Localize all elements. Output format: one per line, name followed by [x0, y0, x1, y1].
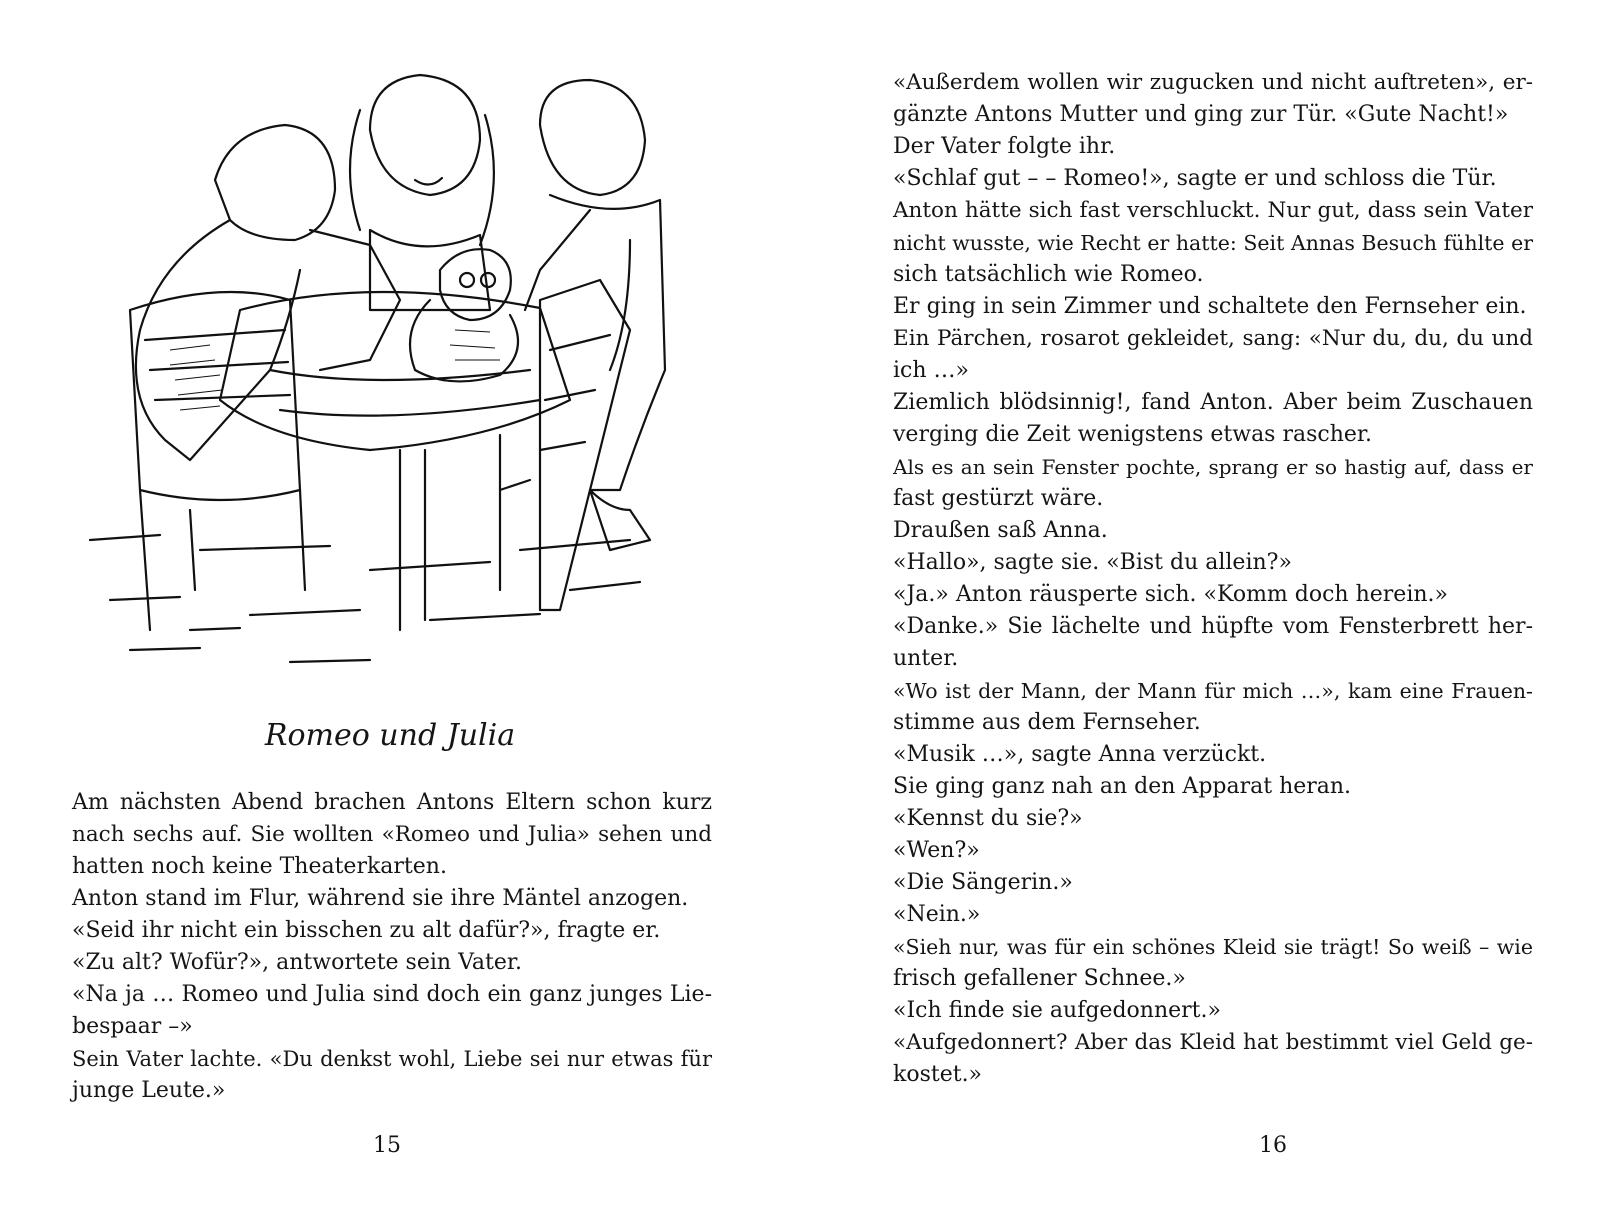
text-line: Er ging in sein Zimmer und schaltete den Fernseher ein. [893, 294, 1527, 319]
text-line: «Außerdem wollen wir zugucken und nicht auftreten», er- [893, 70, 1533, 95]
right-page [800, 0, 1600, 1216]
text-line: «Aufgedonnert? Aber das Kleid hat bestimmt viel Geld ge- [893, 1030, 1533, 1055]
text-line: Draußen saß Anna. [893, 518, 1108, 543]
text-line: «Hallo», sagte sie. «Bist du allein?» [893, 550, 1292, 575]
text-line: «Zu alt? Wofür?», antwortete sein Vater. [72, 950, 523, 975]
text-line: Sein Vater lachte. «Du denkst wohl, Liebe sei nur etwas für [72, 1047, 712, 1071]
text-line: unter. [893, 646, 959, 671]
text-line: fast gestürzt wäre. [893, 486, 1104, 511]
text-line: frisch gefallener Schnee.» [893, 966, 1186, 991]
text-line: Ziemlich blödsinnig!, fand Anton. Aber beim Zuschauen [893, 390, 1533, 415]
dinner-table-illustration [70, 70, 670, 670]
text-line: «Seid ihr nicht ein bisschen zu alt dafür?», fragte er. [72, 918, 661, 943]
text-line: «Die Sängerin.» [893, 870, 1073, 895]
text-line: «Na ja … Romeo und Julia sind doch ein ganz junges Lie- [72, 982, 712, 1007]
text-line: Anton hätte sich fast verschluckt. Nur gut, dass sein Vater [893, 198, 1533, 223]
text-line: Am nächsten Abend brachen Antons Eltern schon kurz [72, 790, 712, 815]
page-number: 15 [373, 1133, 401, 1158]
text-line: «Wen?» [893, 838, 980, 863]
text-line: Ein Pärchen, rosarot gekleidet, sang: «Nur du, du, du und [893, 326, 1533, 351]
text-line: bespaar –» [72, 1014, 193, 1039]
chapter-title: Romeo und Julia [264, 718, 516, 753]
text-line: ich …» [893, 358, 969, 383]
text-line: Der Vater folgte ihr. [893, 134, 1116, 159]
right-body-text [893, 67, 1533, 1091]
text-line: nach sechs auf. Sie wollten «Romeo und Julia» sehen und [72, 822, 712, 847]
text-line: gänzte Antons Mutter und ging zur Tür. «Gute Nacht!» [893, 102, 1509, 127]
text-line: «Sieh nur, was für ein schönes Kleid sie trägt! So weiß – wie [893, 935, 1533, 959]
text-line: «Nein.» [893, 902, 981, 927]
text-line: junge Leute.» [72, 1078, 226, 1103]
text-line: «Kennst du sie?» [893, 806, 1083, 831]
text-line: Anton stand im Flur, während sie ihre Mäntel anzogen. [72, 886, 689, 911]
text-line: nicht wusste, wie Recht er hatte: Seit Annas Besuch fühlte er [893, 231, 1533, 255]
text-line: Sie ging ganz nah an den Apparat heran. [893, 774, 1352, 799]
text-line: hatten noch keine Theaterkarten. [72, 854, 447, 879]
text-line: «Danke.» Sie lächelte und hüpfte vom Fensterbrett her- [893, 614, 1533, 639]
text-line: sich tatsächlich wie Romeo. [893, 262, 1204, 287]
text-line: «Wo ist der Mann, der Mann für mich …», kam eine Frauen- [893, 679, 1533, 703]
text-line: Als es an sein Fenster pochte, sprang er so hastig auf, dass er [893, 455, 1533, 479]
page-number: 16 [1259, 1133, 1287, 1158]
left-body-text [72, 787, 712, 1107]
text-line: «Ich finde sie aufgedonnert.» [893, 998, 1221, 1023]
text-line: verging die Zeit wenigstens etwas rascher. [893, 422, 1372, 447]
text-line: «Ja.» Anton räusperte sich. «Komm doch herein.» [893, 582, 1448, 607]
text-line: stimme aus dem Fernseher. [893, 710, 1201, 735]
text-line: «Musik …», sagte Anna verzückt. [893, 742, 1267, 767]
text-line: kostet.» [893, 1062, 983, 1087]
text-line: «Schlaf gut – – Romeo!», sagte er und schloss die Tür. [893, 166, 1497, 191]
